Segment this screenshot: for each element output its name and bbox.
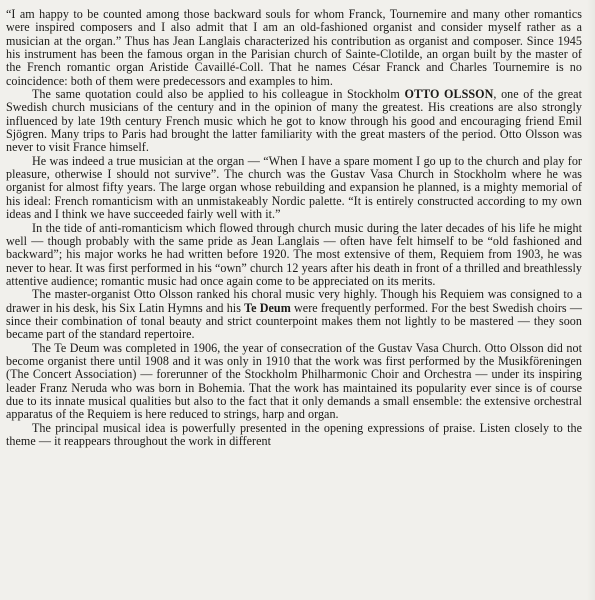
paragraph-principal-idea (6, 422, 582, 449)
paragraph-anti-romanticism (6, 222, 582, 289)
composer-name-bold: OTTO OLSSON (404, 87, 494, 102)
work-title-bold: Te Deum (244, 300, 291, 315)
paragraph-text: The Te Deum was completed in 1906, the year of consecration of the Gustav Vasa Church. Otto Olsson did not become organist there until 1908 and it was only in 1910 that the work was first performed by the Musikföreningen (The Concert Association) — forerunner of the Stockholm Philharmonic Choir and Orchestra — under its inspiring leader Franz Neruda who was born in Bohemia. That the work has maintained its popularity ever since is of course due to its innate musical qualities but also to the fact that it only demands a small ensemble: the extensive orchestral apparatus of the Requiem is here reduced to strings, harp and organ. (6, 340, 582, 422)
paragraph-te-deum-history (6, 342, 582, 422)
page-edge-shadow (587, 0, 595, 600)
booklet-text-page (6, 8, 582, 448)
paragraph-text: In the tide of anti-romanticism which flowed through church music during the later decades of his life he might well — though probably with the same pride as Jean Langlais — often have felt himself to be “old fashioned and backward”; his major works he had written before 1920. The most extensive of them, Requiem from 1903, he was never to hear. It was first performed in his “own” church 12 years after his death in front of a thrilled and breathlessly attentive audience; romantic music had once again come to be appreciated on its merits. (6, 220, 582, 288)
paragraph-choral-music (6, 288, 582, 341)
paragraph-text: The principal musical idea is powerfully presented in the opening expressions of praise. Listen closely to the theme — it reappears throughout the work in different (6, 420, 582, 448)
paragraph-text: , one of the great Swedish church musicians of the century and in the opinion of many the greatest. His creations are also strongly influenced by late 19th century French music which he got to know through his good and encouraging friend Emil Sjögren. Many trips to Paris had brought the latter familiarity with the great masters of the period. Otto Olsson was never to visit France himself. (6, 87, 583, 155)
paragraph-text: “I am happy to be counted among those backward souls for whom Franck, Tournemire and many other romantics were inspired composers and I also admit that I am an old-fashioned organist and consider myself rather as a musician at the organ.” Thus has Jean Langlais characterized his contribution as organist and composer. Since 1945 his instrument has been the famous organ in the Parisian church of Sainte-Clotilde, an organ built by the master of the French romantic organ Aristide Cavaillé-Coll. That he names César Franck and Charles Tournemire is no coincidence: both of them were predecessors and examples to him. (6, 7, 582, 88)
paragraph-langlais-quote (6, 8, 582, 88)
paragraph-organist-at-gustav-vasa (6, 155, 582, 222)
paragraph-otto-olsson-intro (6, 88, 582, 155)
paragraph-text: were frequently performed. For the best Swedish choirs — since their combination of tonal beauty and strict counterpoint makes them not lightly to be mastered — they soon became part of the standard repertoire. (6, 300, 582, 342)
paragraph-text: The same quotation could also be applied to his colleague in Stockholm (32, 87, 405, 102)
paragraph-text: The master-organist Otto Olsson ranked his choral music very highly. Though his Requiem was consigned to a drawer in his desk, his Six Latin Hymns and his (6, 287, 582, 315)
paragraph-text: He was indeed a true musician at the organ — “When I have a spare moment I go up to the church and play for pleasure, otherwise I should not survive”. The church was the Gustav Vasa Church in Stockholm where he was organist for almost fifty years. The large organ whose rebuilding and expansion he planned, is a mighty memorial of his ideal: French romanticism with an unmistakeably Nordic palette. “It is entirely constructed according to my own ideas and I think we have succeeded fairly well with it.” (6, 153, 582, 222)
